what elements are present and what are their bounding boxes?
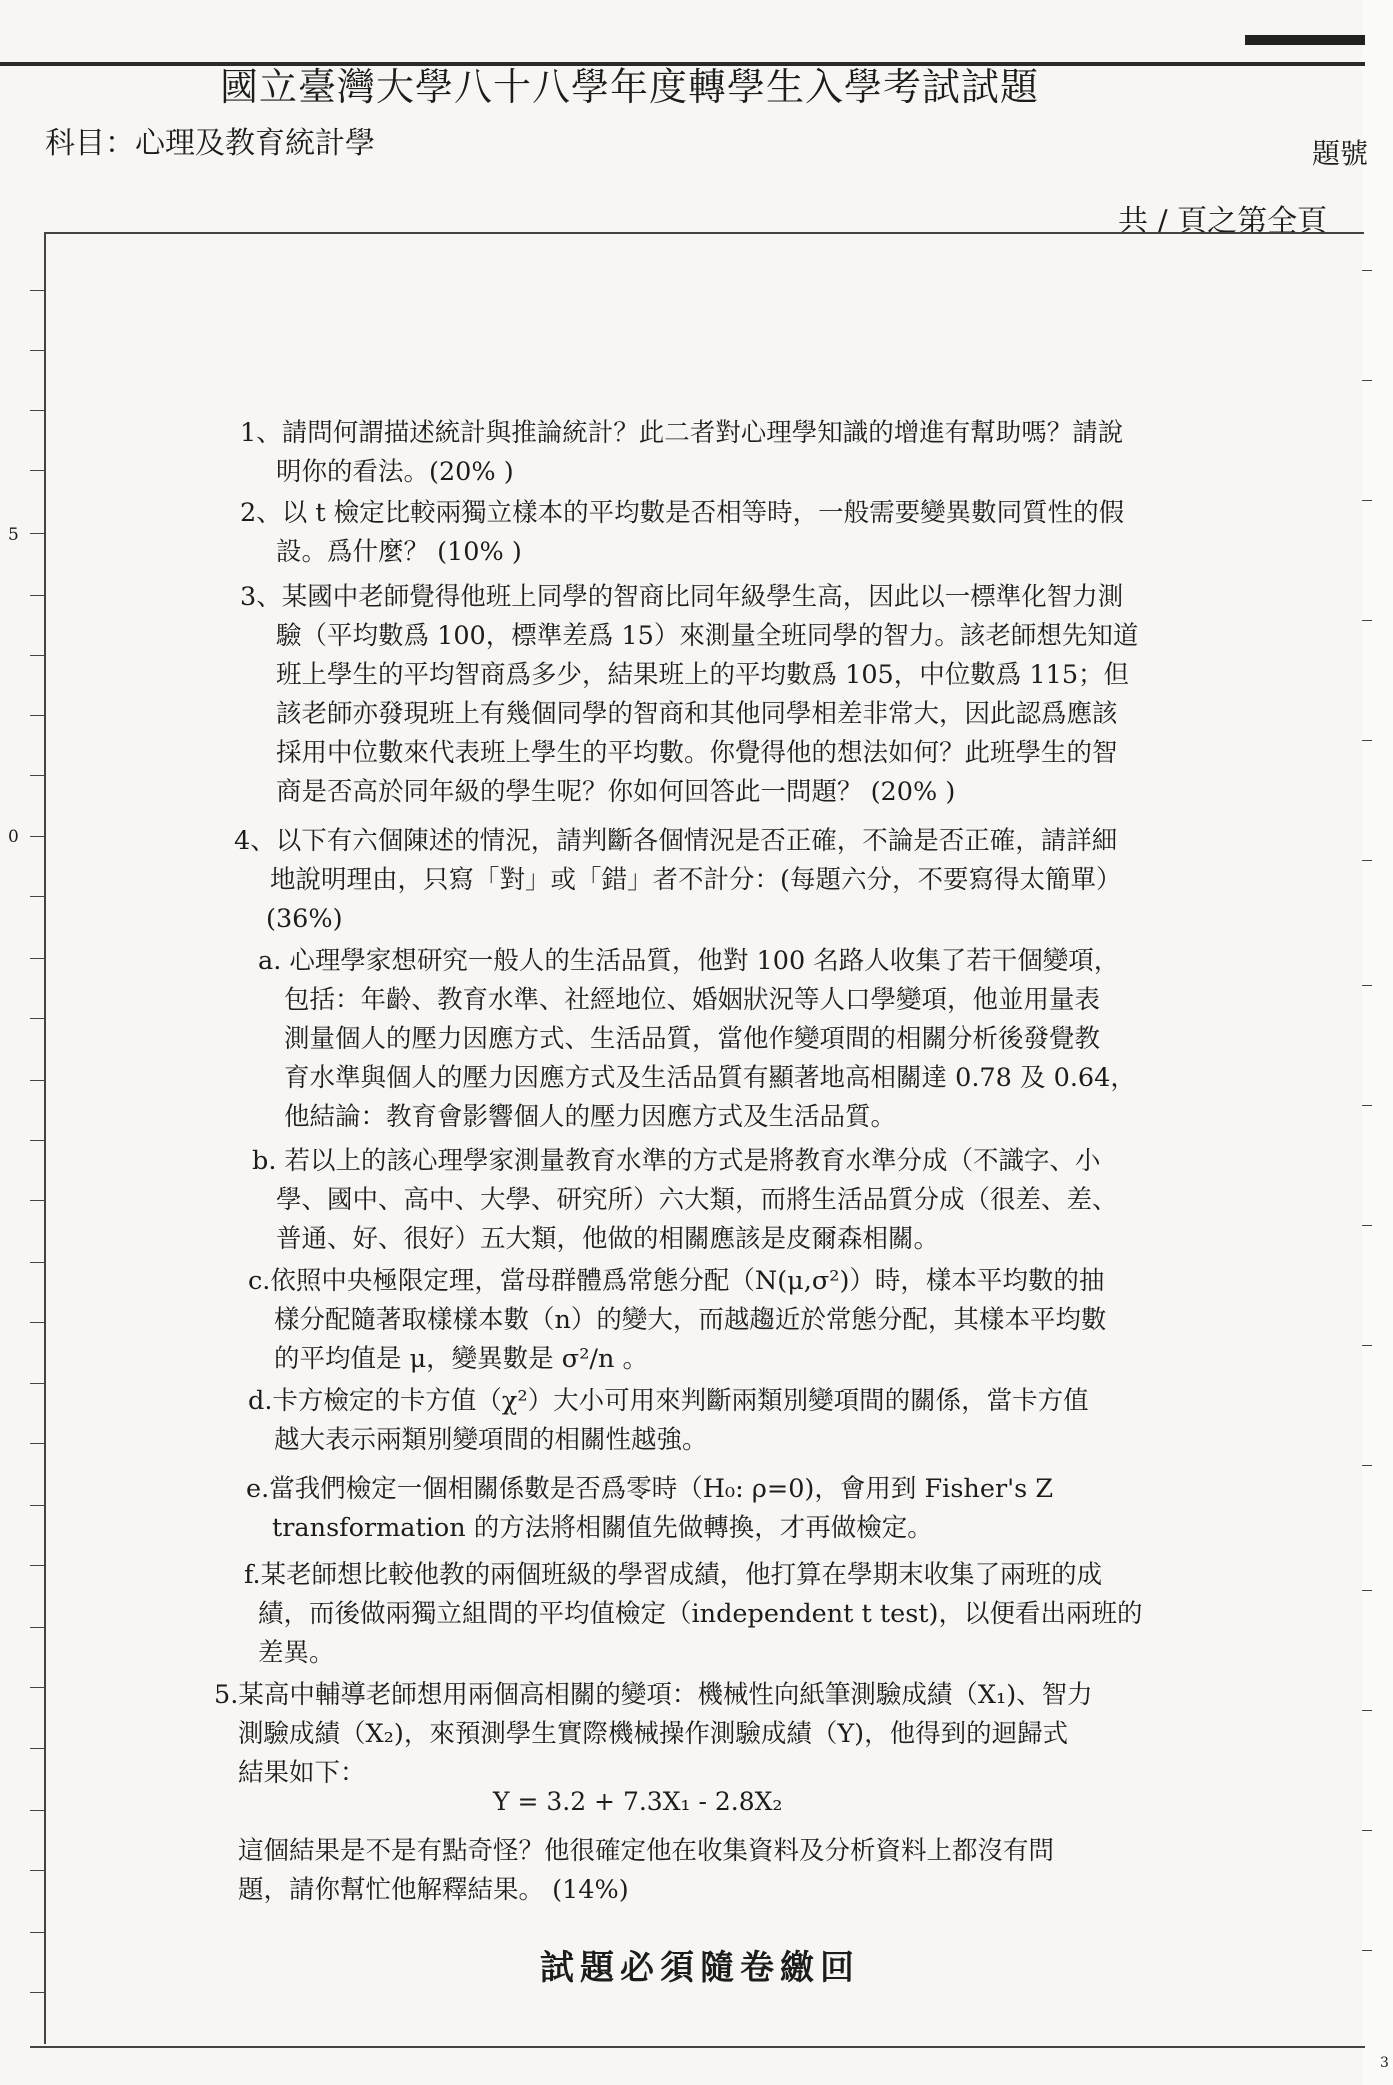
question-line: b. 若以上的該心理學家測量教育水準的方式是將教育水準分成（不識字、小: [252, 1146, 1101, 1176]
question-line: 2、以 t 檢定比較兩獨立樣本的平均數是否相等時，一般需要變異數同質性的假: [240, 498, 1125, 528]
margin-tick: [30, 1262, 44, 1263]
question-line: transformation 的方法將相關值先做轉換，才再做檢定。: [272, 1513, 933, 1543]
margin-tick: [30, 350, 44, 351]
header-rule-right: [1245, 35, 1365, 45]
question-line: 結果如下：: [238, 1758, 366, 1788]
margin-tick: [30, 1505, 44, 1506]
margin-tick: [1362, 380, 1372, 381]
question-line: 績，而後做兩獨立組間的平均值檢定（independent t test)，以便看出兩班的: [258, 1599, 1143, 1629]
margin-tick: [30, 1810, 44, 1811]
margin-tick: [30, 1383, 44, 1384]
question-line: 這個結果是不是有點奇怪？他很確定他在收集資料及分析資料上都沒有問: [238, 1836, 1055, 1866]
margin-tick: [30, 1140, 44, 1141]
question-line: 班上學生的平均智商爲多少，結果班上的平均數爲 105，中位數爲 115；但: [276, 660, 1130, 690]
question-line: a. 心理學家想研究一般人的生活品質，他對 100 名路人收集了若干個變項，: [258, 946, 1120, 976]
margin-tick: [1362, 740, 1372, 741]
margin-tick: [1362, 1830, 1372, 1831]
margin-tick: [1362, 1105, 1372, 1106]
question-number-label: 題號: [1312, 137, 1369, 170]
question-line: 4、以下有六個陳述的情況，請判斷各個情況是否正確，不論是否正確，請詳細: [234, 826, 1118, 856]
margin-tick: [30, 1018, 44, 1019]
question-line: 設。爲什麼？ (10% ): [276, 537, 522, 567]
margin-tick: [30, 1200, 44, 1201]
question-line: 差異。: [258, 1638, 335, 1668]
margin-tick: [30, 410, 44, 411]
margin-tick: [30, 1565, 44, 1566]
margin-tick: [30, 1322, 44, 1323]
margin-tick: [30, 1443, 44, 1444]
question-line: 商是否高於同年級的學生呢？你如何回答此一問題？ (20% ): [276, 777, 956, 807]
margin-tick: [30, 1687, 44, 1688]
margin-tick: [1362, 1950, 1372, 1951]
margin-tick: [1362, 500, 1372, 501]
margin-tick: [1362, 1345, 1372, 1346]
margin-tick: [30, 896, 44, 897]
margin-tick: [30, 290, 44, 291]
question-line: 該老師亦發現班上有幾個同學的智商和其他同學相差非常大，因此認爲應該: [276, 699, 1118, 729]
question-line: 5.某高中輔導老師想用兩個高相關的變項：機械性向紙筆測驗成績（X₁)、智力: [214, 1680, 1093, 1710]
margin-tick: [30, 533, 44, 534]
margin-tick: [30, 1932, 44, 1933]
question-1: [240, 414, 1123, 492]
margin-tick: [1362, 860, 1372, 861]
margin-number: 5: [8, 525, 19, 545]
margin-tick: [30, 836, 44, 837]
subject-label: 科目：心理及教育統計學: [45, 126, 375, 161]
question-2: [240, 494, 1124, 572]
margin-tick: [30, 775, 44, 776]
question-line: 包括：年齡、教育水準、社經地位、婚姻狀況等人口學變項，他並用量表: [284, 985, 1101, 1015]
corner-mark: 3: [1380, 2055, 1389, 2071]
question-line: 3、某國中老師覺得他班上同學的智商比同年級學生高，因此以一標準化智力測: [240, 582, 1124, 612]
bottom-rule: [30, 2046, 1365, 2048]
margin-tick: [1362, 1225, 1372, 1226]
margin-tick: [1362, 1710, 1372, 1711]
margin-tick: [1362, 270, 1372, 271]
question-line: 越大表示兩類別變項間的相關性越強。: [274, 1425, 708, 1455]
question-line: f.某老師想比較他教的兩個班級的學習成績，他打算在學期末收集了兩班的成: [244, 1560, 1103, 1590]
margin-tick: [30, 1627, 44, 1628]
margin-tick: [30, 1080, 44, 1081]
question-line: d.卡方檢定的卡方值（χ²）大小可用來判斷兩類別變項間的關係，當卡方值: [248, 1386, 1089, 1416]
margin-tick: [30, 655, 44, 656]
question-line: 1、請問何謂描述統計與推論統計？此二者對心理學知識的增進有幫助嗎？請說: [240, 418, 1124, 448]
question-line: 測驗成績（X₂)，來預測學生實際機械操作測驗成績（Y)，他得到的迴歸式: [238, 1719, 1069, 1749]
margin-tick: [1362, 1590, 1372, 1591]
question-4a: [258, 942, 1136, 1137]
question-3: [240, 578, 1138, 812]
margin-tick: [30, 595, 44, 596]
question-line: 測量個人的壓力因應方式、生活品質，當他作變項間的相關分析後發覺教: [284, 1024, 1101, 1054]
question-line: c.依照中央極限定理，當母群體爲常態分配（N(μ,σ²)）時，樣本平均數的抽: [248, 1266, 1105, 1296]
page-count: 共 / 頁之第全頁: [1118, 204, 1328, 239]
question-line: 驗（平均數爲 100，標準差爲 15）來測量全班同學的智力。該老師想先知道: [276, 621, 1139, 651]
question-4d: [248, 1382, 1089, 1460]
margin-tick: [30, 1870, 44, 1871]
regression-formula: Y = 3.2 + 7.3X₁ - 2.8X₂: [493, 1787, 783, 1816]
margin-tick: [30, 958, 44, 959]
margin-tick: [1362, 1465, 1372, 1466]
question-4: [234, 822, 1121, 939]
question-line: 育水準與個人的壓力因應方式及生活品質有顯著地高相關達 0.78 及 0.64，: [284, 1063, 1136, 1093]
margin-tick: [30, 470, 44, 471]
margin-tick: [1362, 620, 1372, 621]
question-line: 地說明理由，只寫「對」或「錯」者不計分：(每題六分，不要寫得太簡單）: [270, 865, 1122, 895]
question-line: 採用中位數來代表班上學生的平均數。你覺得他的想法如何？此班學生的智: [276, 738, 1118, 768]
question-4b: [252, 1142, 1118, 1259]
margin-number: 0: [8, 827, 19, 847]
question-line: 的平均值是 μ，變異數是 σ²/n 。: [274, 1344, 649, 1374]
margin-tick: [30, 1992, 44, 1993]
question-4e: [246, 1470, 1053, 1548]
question-line: 題，請你幫忙他解釋結果。 (14%): [238, 1875, 629, 1905]
question-line: (36%): [266, 904, 343, 934]
footer-notice: 試題必須隨卷繳回: [540, 1948, 860, 1988]
margin-tick: [1362, 985, 1372, 986]
question-line: 樣分配隨著取樣樣本數（n）的變大，而越趨近於常態分配，其樣本平均數: [274, 1305, 1107, 1335]
margin-tick: [30, 715, 44, 716]
scan-right-edge: [1362, 0, 1393, 2085]
question-4f: [244, 1556, 1143, 1673]
question-5: [214, 1676, 1093, 1793]
question-line: 學、國中、高中、大學、研究所）六大類，而將生活品質分成（很差、差、: [276, 1185, 1118, 1215]
page-title: 國立臺灣大學八十八學年度轉學生入學考試試題: [220, 65, 1040, 109]
question-line: e.當我們檢定一個相關係數是否爲零時（H₀: ρ=0)，會用到 Fisher's Z: [246, 1474, 1054, 1504]
margin-tick: [30, 1748, 44, 1749]
question-line: 明你的看法。(20% ): [276, 457, 514, 487]
question-5-followup: [238, 1832, 1054, 1910]
question-4c: [248, 1262, 1106, 1379]
question-line: 普通、好、很好）五大類，他做的相關應該是皮爾森相關。: [276, 1224, 940, 1254]
question-line: 他結論：教育會影響個人的壓力因應方式及生活品質。: [284, 1102, 897, 1132]
